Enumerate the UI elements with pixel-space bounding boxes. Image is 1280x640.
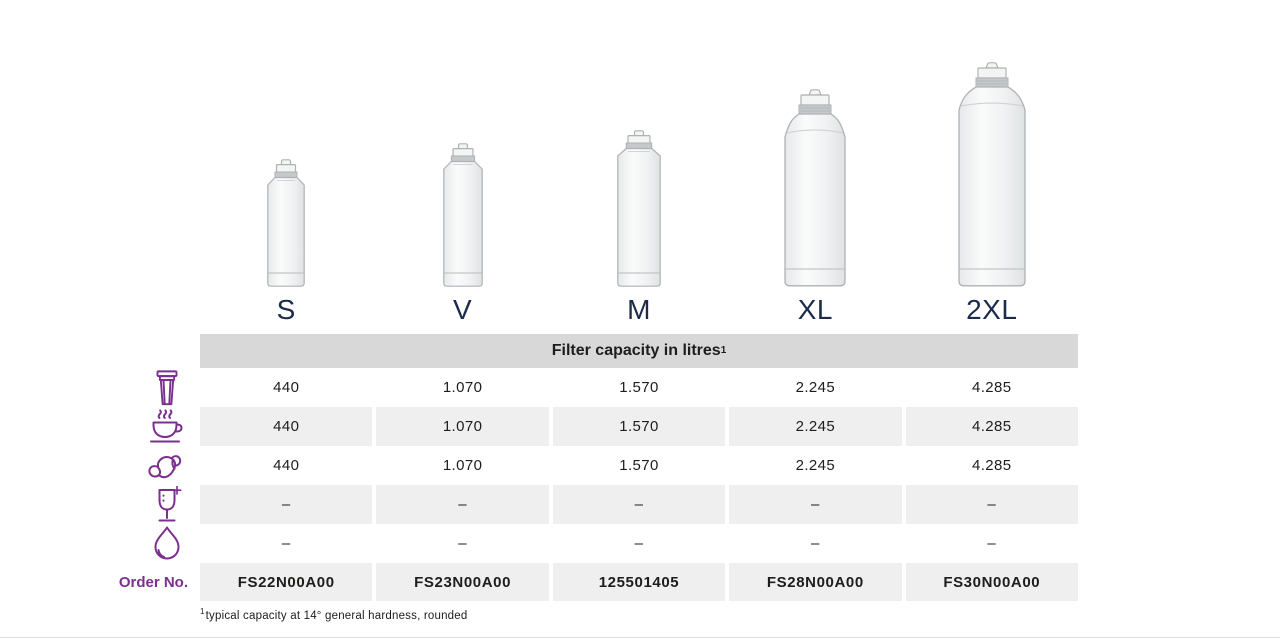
filter-cartridge-image-s	[200, 159, 372, 287]
order-number-cell: FS22N00A00	[200, 563, 372, 601]
capacity-cell: –	[906, 485, 1078, 524]
table-row	[0, 485, 1078, 524]
wine-glass-icon	[0, 485, 196, 524]
size-label-v: V	[452, 294, 473, 325]
capacity-cell: –	[553, 485, 725, 524]
capacity-cell: 1.570	[619, 457, 659, 474]
size-label-s: S	[276, 294, 296, 325]
capacity-cell: 2.245	[729, 407, 901, 446]
capacity-cell: –	[729, 485, 901, 524]
table-row	[0, 446, 1078, 485]
capacity-cell: 1.070	[442, 379, 483, 396]
table-header-title: Filter capacity in litres	[551, 342, 721, 359]
footnote-text: typical capacity at 14° general hardness, rounded	[205, 610, 468, 622]
tea-cup-icon	[0, 407, 196, 446]
capacity-cell: –	[376, 485, 548, 524]
table-row	[0, 407, 1078, 446]
order-number-cell: FS30N00A00	[906, 563, 1078, 601]
table-header-filter-capacity: Filter capacity in litres 1	[200, 334, 1078, 368]
filter-cartridge-image-xl	[729, 89, 901, 287]
bottom-divider	[0, 637, 1280, 638]
filter-cartridge-image-m	[553, 130, 725, 287]
capacity-cell: 2.245	[795, 457, 836, 474]
capacity-table	[0, 368, 1078, 601]
capacity-cell: –	[458, 535, 467, 552]
size-label-2xl: 2XL	[966, 294, 1018, 325]
capacity-cell: –	[987, 535, 997, 552]
order-number-cell: FS23N00A00	[376, 563, 548, 601]
table-row	[0, 368, 1078, 407]
order-number-cell: 125501405	[553, 563, 725, 601]
capacity-cell: –	[810, 535, 820, 552]
capacity-cell: 1.070	[442, 457, 483, 474]
croissant-icon	[0, 446, 196, 485]
capacity-cell: 440	[273, 379, 300, 396]
capacity-cell: 1.070	[376, 407, 548, 446]
water-drop-icon	[0, 524, 196, 563]
product-bottles-row	[0, 0, 1078, 287]
filter-cartridge-image-v	[376, 143, 548, 287]
order-number-row	[0, 563, 1078, 601]
size-label-xl: XL	[797, 294, 833, 325]
order-no-label: Order No.	[118, 573, 188, 591]
capacity-cell: 2.245	[795, 379, 836, 396]
capacity-cell: –	[281, 535, 291, 552]
size-labels-row	[0, 287, 1078, 333]
coffee-to-go-cup-icon	[0, 368, 196, 407]
capacity-cell: 440	[200, 407, 372, 446]
capacity-cell: 4.285	[906, 407, 1078, 446]
order-number-cell: FS28N00A00	[729, 563, 901, 601]
table-row	[0, 524, 1078, 563]
footnote-superscript: 1	[200, 607, 205, 617]
size-label-m: M	[627, 294, 651, 325]
capacity-cell: 1.570	[619, 379, 659, 396]
capacity-cell: –	[200, 485, 372, 524]
filter-cartridge-image-2xl	[906, 62, 1078, 287]
capacity-cell: 1.570	[553, 407, 725, 446]
capacity-cell: 4.285	[971, 379, 1012, 396]
footnote	[200, 607, 468, 622]
capacity-cell: 440	[273, 457, 300, 474]
capacity-cell: 4.285	[971, 457, 1012, 474]
capacity-cell: –	[634, 535, 644, 552]
